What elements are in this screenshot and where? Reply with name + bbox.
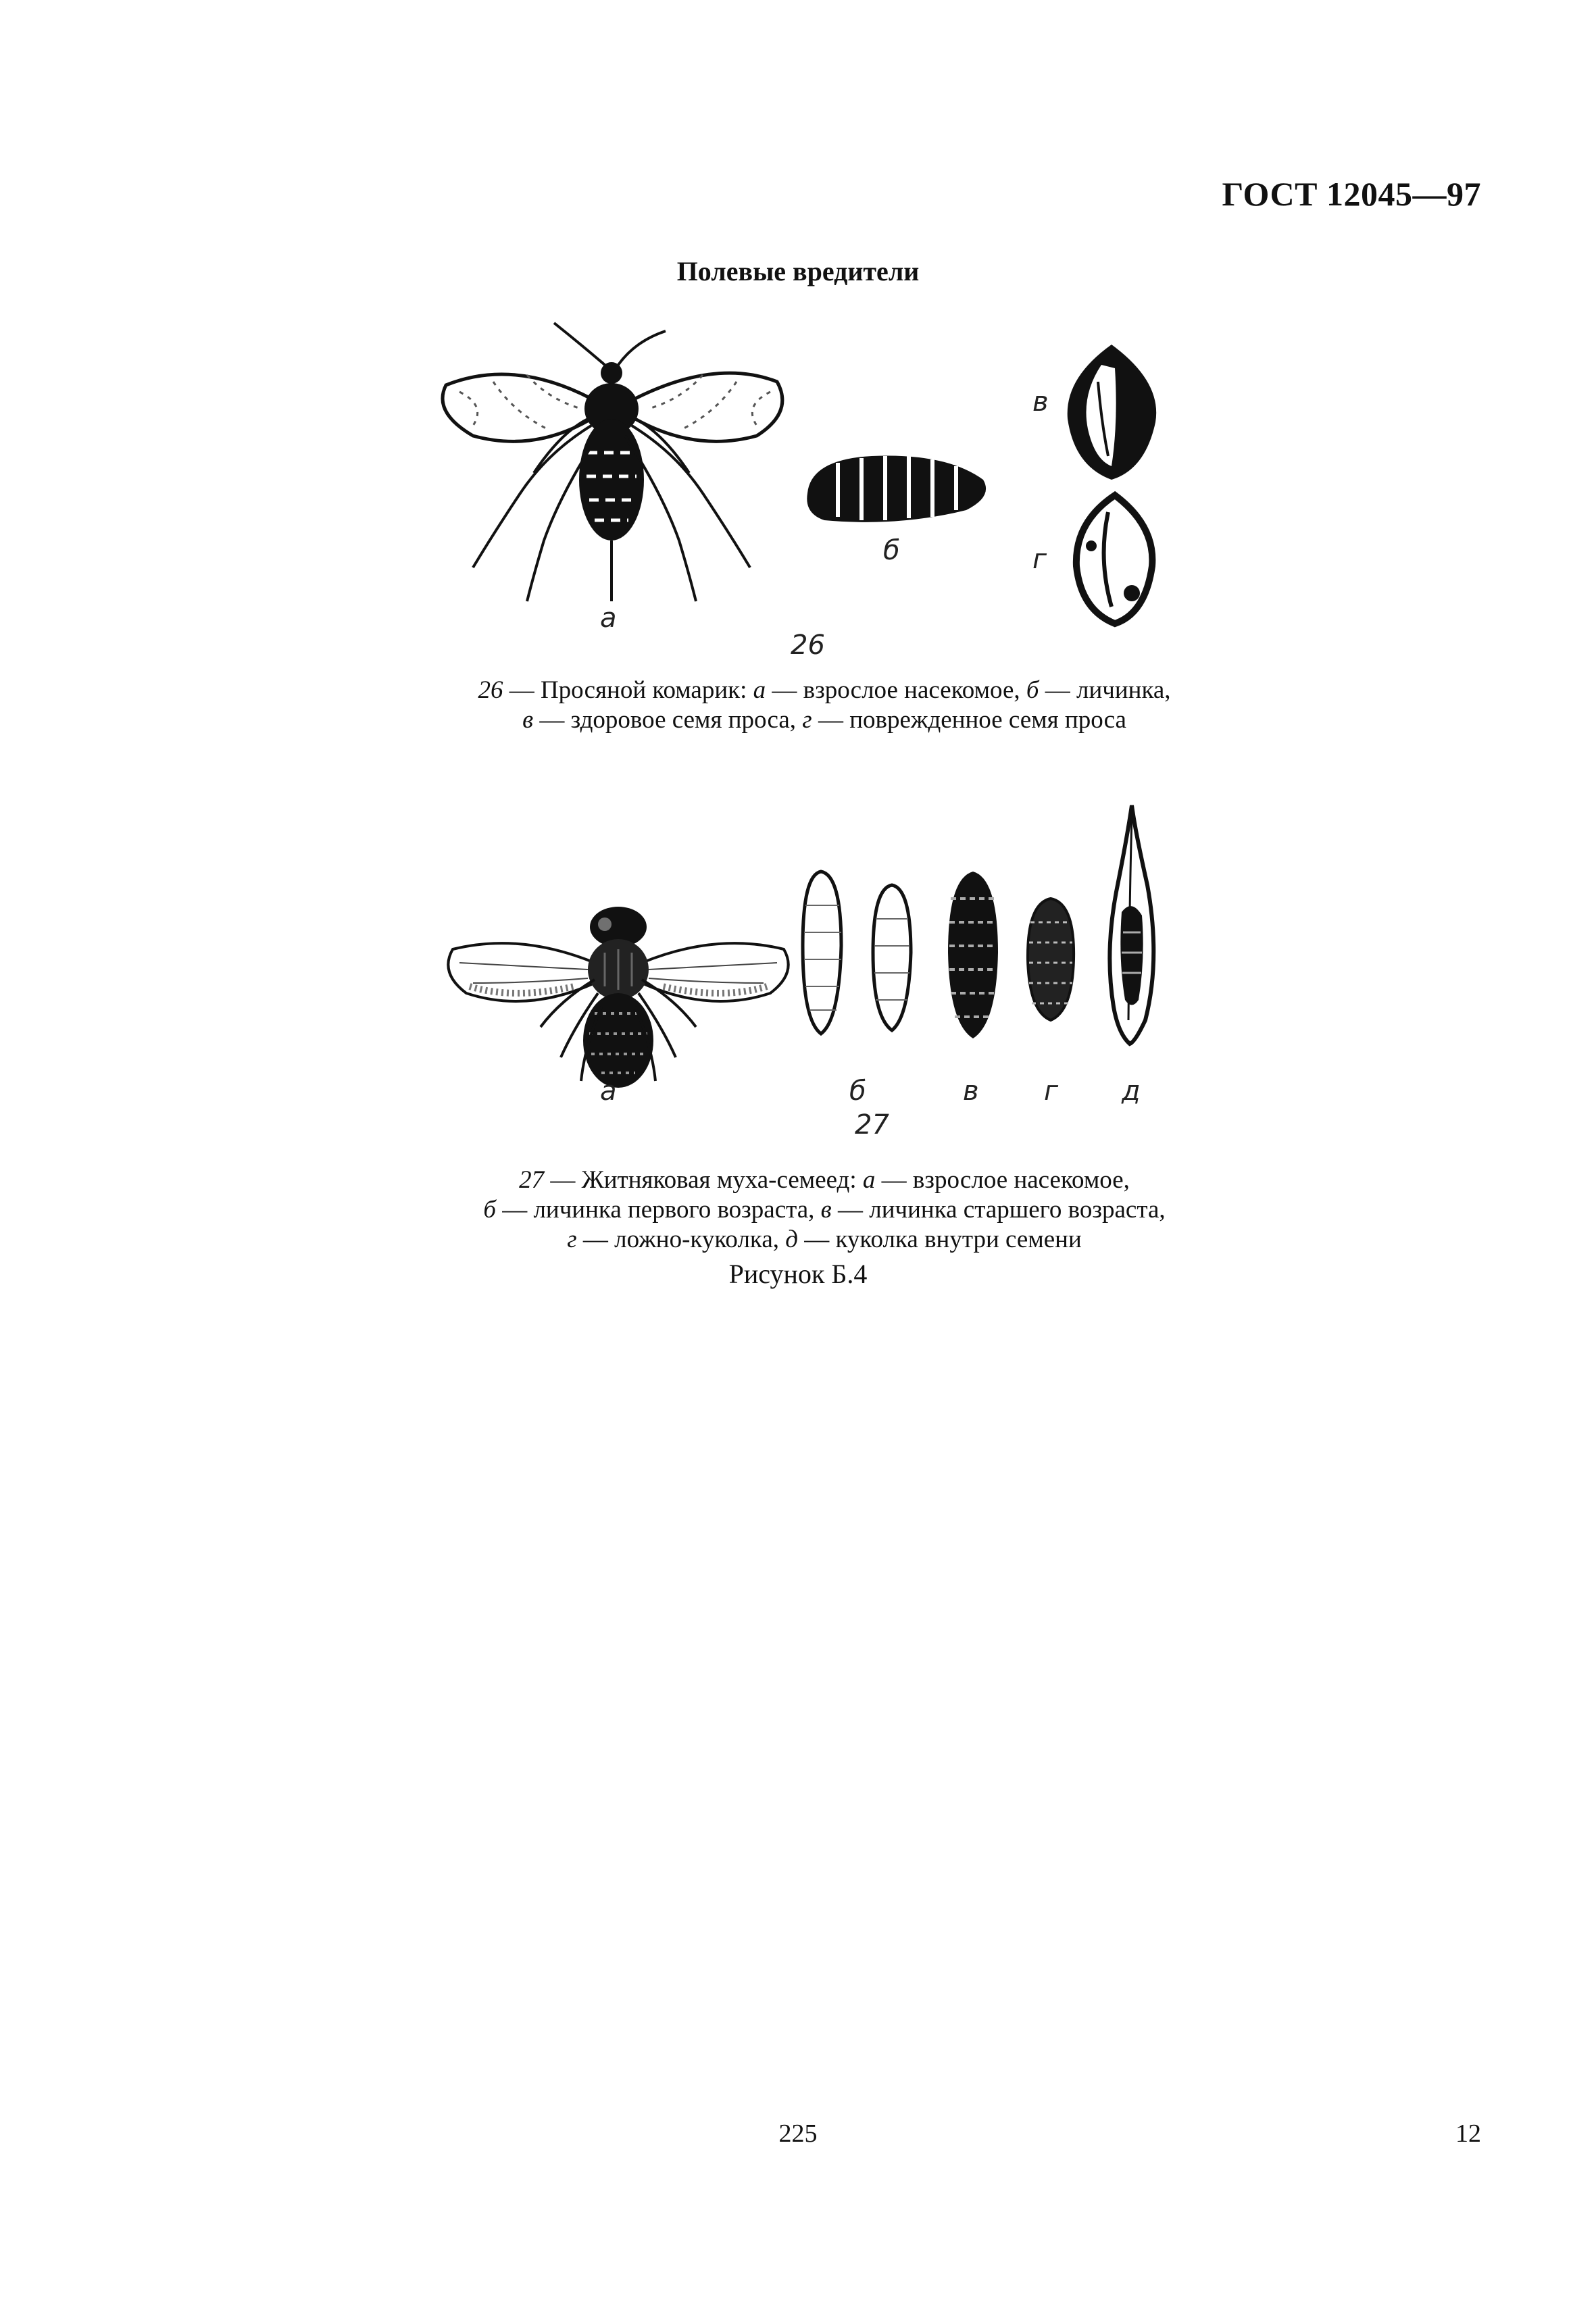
section-title: Полевые вредители (676, 256, 920, 286)
fig27-caption (446, 1165, 1203, 1255)
fig27-caption-num: 27 (519, 1166, 545, 1194)
fig26-caption-v-text: — здоровое семя проса, (533, 706, 803, 734)
fig26-caption-lead: — Просяной комарик: (503, 676, 753, 704)
fig27-pseudo-pupa-drawing (1024, 895, 1078, 1024)
fig26-damaged-seed-drawing (1071, 492, 1159, 627)
fig26-caption-b: б (1026, 676, 1039, 704)
fig27-caption-b-text: — личинка первого возраста, (495, 1196, 821, 1224)
figure-label: Рисунок Б.4 (728, 1259, 868, 1289)
fig26-letter-g: г (1032, 544, 1047, 575)
fig27-letter-g: г (1044, 1076, 1059, 1107)
fig27-first-instar-larvae-drawing (797, 865, 932, 1040)
fig26-caption-a-text: — взрослое насекомое, (766, 676, 1026, 704)
fig27-letter-a: а (600, 1076, 617, 1107)
fig26-caption-v: в (522, 706, 534, 734)
fig26-caption-a: а (753, 676, 766, 704)
fig27-caption-a-text: — взрослое насекомое, (875, 1166, 1130, 1194)
fig27-older-larva-drawing (943, 868, 1003, 1044)
fig27-caption-b: б (483, 1196, 496, 1224)
fig26-adult-insect-drawing (432, 318, 797, 628)
fig27-letter-d: д (1122, 1076, 1141, 1107)
fig27-adult-fly-drawing (439, 892, 797, 1095)
fig27-caption-v-text: — личинка старшего возраста, (831, 1196, 1166, 1224)
sheet-number: 12 (1455, 2119, 1481, 2148)
fig26-caption (378, 676, 1270, 735)
fig27-caption-a: а (862, 1166, 876, 1194)
fig27-caption-v: в (820, 1196, 832, 1224)
fig27-caption-g: г (567, 1226, 577, 1253)
fig27-letter-v: в (963, 1076, 979, 1107)
fig26-caption-num: 26 (478, 676, 503, 704)
fig26-caption-g: г (802, 706, 812, 734)
page-number: 225 (778, 2119, 818, 2148)
fig27-letter-b: б (849, 1076, 866, 1107)
fig27-caption-d-text: — куколка внутри семени (797, 1226, 1082, 1253)
fig26-caption-g-text: — поврежденное семя проса (812, 706, 1126, 734)
fig27-caption-lead: — Житняковая муха-семеед: (544, 1166, 863, 1194)
fig26-number: 26 (791, 630, 825, 661)
fig26-letter-a: а (600, 603, 617, 634)
fig27-caption-d: д (785, 1226, 798, 1253)
fig26-letter-v: в (1032, 386, 1049, 418)
fig27-number: 27 (855, 1109, 889, 1140)
fig26-healthy-seed-drawing (1061, 341, 1162, 483)
fig26-letter-b: б (883, 535, 900, 566)
standard-code: ГОСТ 12045—97 (1222, 175, 1481, 213)
fig27-pupa-in-seed-drawing (1101, 804, 1162, 1047)
fig27-caption-g-text: — ложно-куколка, (576, 1226, 786, 1253)
fig26-caption-b-text: — личинка, (1039, 676, 1171, 704)
fig26-larva-drawing (797, 446, 993, 534)
